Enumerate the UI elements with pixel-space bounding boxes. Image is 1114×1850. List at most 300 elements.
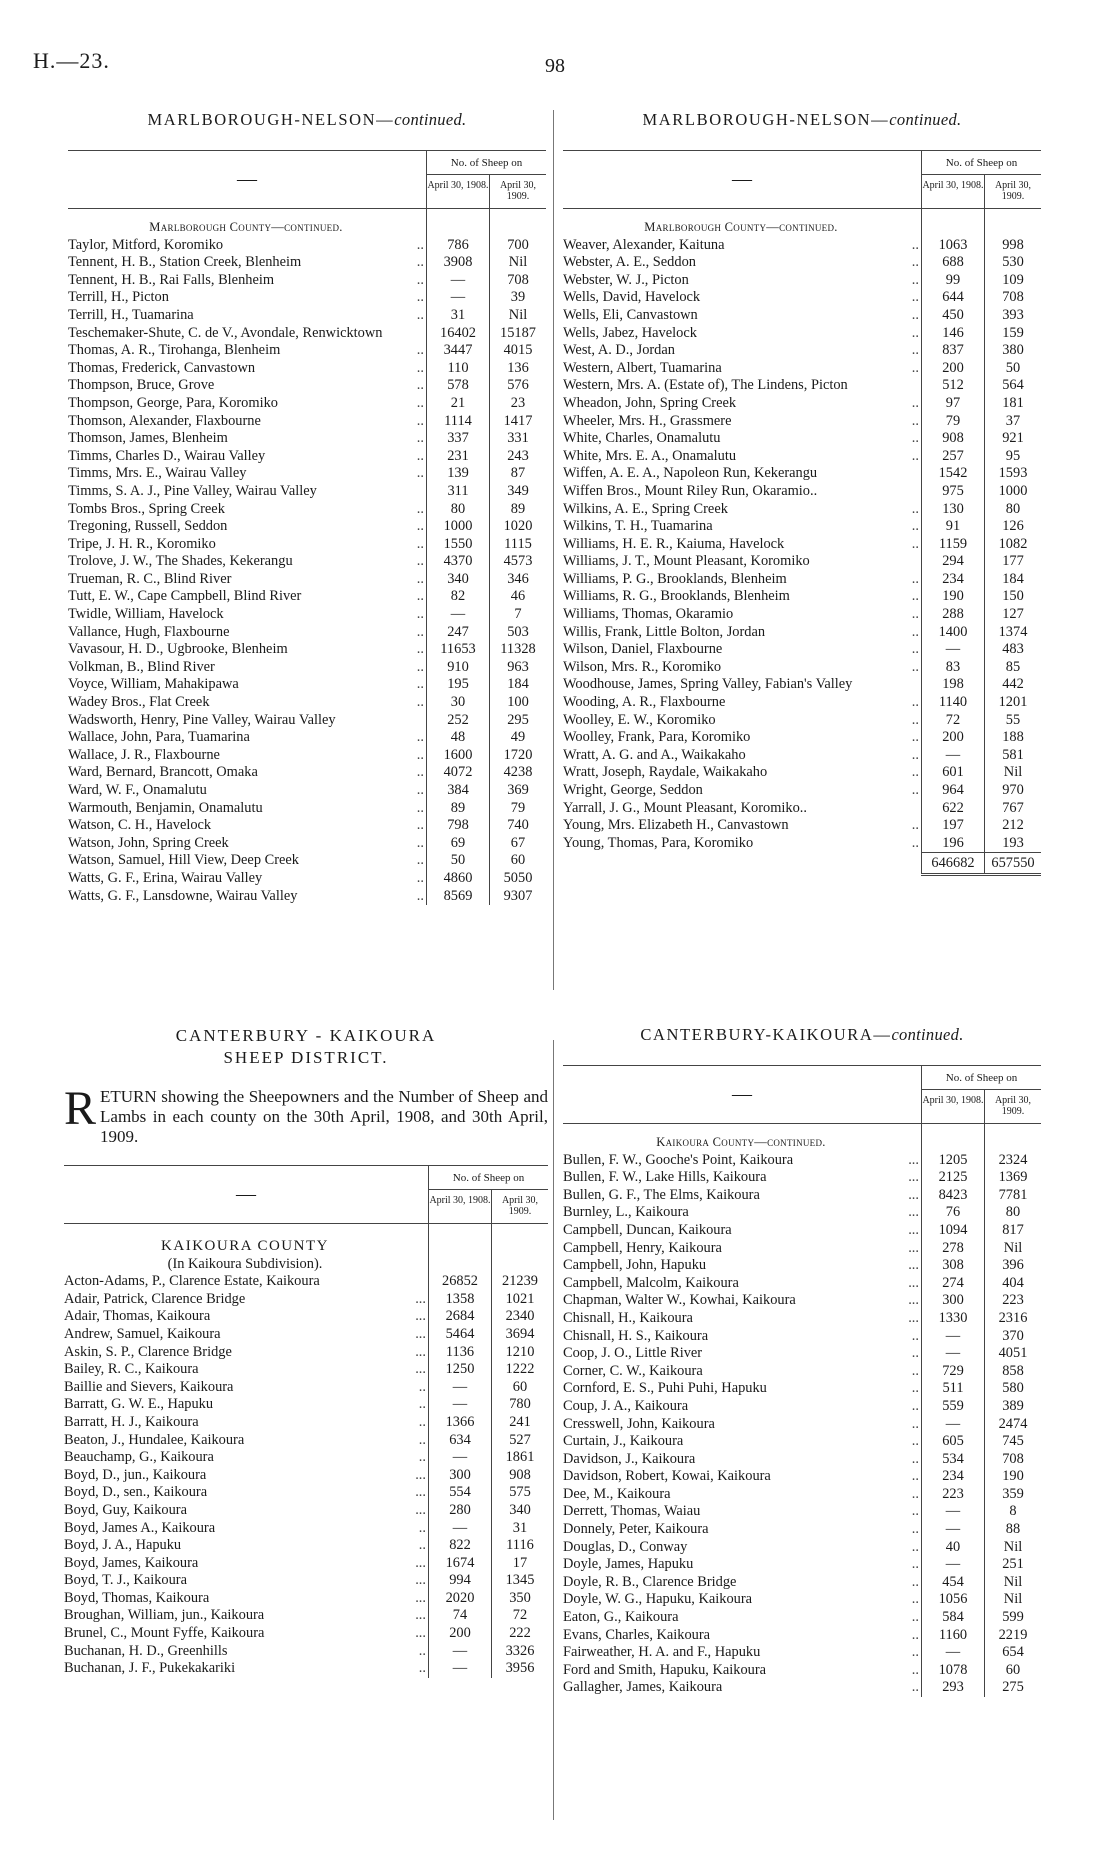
sheep-1908: 311 [427,483,490,501]
sheep-1908: 605 [922,1433,985,1451]
owner-name [64,1291,429,1309]
owner-name-text: Boyd, James, Kaikoura [64,1554,199,1571]
sheep-1908: 278 [922,1240,985,1258]
owner-name [64,1396,429,1414]
leader-dots: .. [416,869,424,886]
owner-name [563,624,922,642]
owner-name [563,1328,922,1346]
owner-name-text: Williams, J. T., Mount Pleasant, Koromiko [563,553,810,570]
q3-head-dash: — [64,1166,429,1224]
owner-name-text: Doyle, James, Hapuku [563,1556,694,1573]
owner-name-text: Dee, M., Kaikoura [563,1485,671,1502]
sheep-1908: 1205 [922,1152,985,1170]
owner-name [563,254,922,272]
owner-name [563,712,922,730]
owner-name [563,1662,922,1680]
q1-head-dash: — [68,151,427,209]
owner-name-text: Boyd, D., sen., Kaikoura [64,1484,208,1501]
sheep-1908: 1250 [429,1361,492,1379]
owner-name [64,1572,429,1590]
sheep-1909: 3956 [492,1660,549,1678]
sheep-1909: 241 [492,1414,549,1432]
owner-name [64,1379,429,1397]
q3-head-1908: April 30, 1908. [429,1190,492,1224]
sheep-1909: 31 [492,1520,549,1538]
table-row [563,448,1041,466]
owner-name-text: West, A. D., Jordan [563,342,675,359]
owner-name-text: Boyd, Thomas, Kaikoura [64,1589,210,1606]
owner-name [64,1607,429,1625]
sheep-1908: 964 [922,782,985,800]
owner-name [68,624,427,642]
page-number: 98 [545,55,565,77]
sheep-1908: 554 [429,1484,492,1502]
sheep-1909: 4051 [985,1345,1042,1363]
table-row [563,1521,1041,1539]
owner-name [563,694,922,712]
sheep-1909: 2316 [985,1310,1042,1328]
leader-dots: .. [416,852,424,869]
sheep-1908: 231 [427,448,490,466]
owner-name-text: Timms, Charles D., Wairau Valley [68,447,266,464]
sheep-1909: 184 [985,571,1042,589]
owner-name-text: Trolove, J. W., The Shades, Kekerangu [68,553,293,570]
leader-dots: .. [911,1538,919,1555]
owner-name [563,1556,922,1574]
leader-dots: .. [416,817,424,834]
sheep-1908: 223 [922,1486,985,1504]
table-row [68,254,546,272]
leader-dots: .. [416,447,424,464]
leader-dots: .. [911,588,919,605]
owner-name [64,1660,429,1678]
sheep-1909: 60 [985,1662,1042,1680]
leader-dots: ... [908,1257,919,1274]
leader-dots: .. [418,1519,426,1536]
table-row [563,1240,1041,1258]
table-row [68,272,546,290]
owner-name-text: Gallagher, James, Kaikoura [563,1679,723,1696]
leader-dots: .. [911,324,919,341]
owner-name [68,448,427,466]
table-row [68,835,546,853]
owner-name-text: Derrett, Thomas, Waiau [563,1503,701,1520]
sheep-1909: 49 [490,729,547,747]
leader-dots: ... [415,1501,426,1518]
owner-name-text: Doyle, R. B., Clarence Bridge [563,1573,737,1590]
sheep-1908: 1063 [922,237,985,255]
table-row [68,888,546,906]
sheep-1908: 384 [427,782,490,800]
sheep-1909: 393 [985,307,1042,325]
table-row [68,624,546,642]
table-row [563,413,1041,431]
leader-dots: .. [416,658,424,675]
sheep-1909: 95 [985,448,1042,466]
q2-head-group: No. of Sheep on [922,151,1042,175]
owner-name-text: Donnely, Peter, Kaikoura [563,1521,709,1538]
owner-name-text: Boyd, J. A., Hapuku [64,1537,182,1554]
table-row [563,254,1041,272]
leader-dots: .. [911,535,919,552]
table-row [563,1292,1041,1310]
sheep-1909: 79 [490,800,547,818]
leader-dots: ... [908,1292,919,1309]
leader-dots: .. [911,1556,919,1573]
sheep-1909: 9307 [490,888,547,906]
table-row [563,553,1041,571]
leader-dots: ... [908,1309,919,1326]
sheep-1908: 908 [922,430,985,448]
owner-name-text: Campbell, Malcolm, Kaikoura [563,1274,739,1291]
table-row [563,1679,1041,1697]
leader-dots: .. [416,254,424,271]
table-row [563,501,1041,519]
q2-column [563,110,1041,876]
owner-name-text: Douglas, D., Conway [563,1538,688,1555]
sheep-1908: 8423 [922,1187,985,1205]
owner-name-text: Wells, Eli, Canvastown [563,306,698,323]
sheep-1908: 300 [429,1467,492,1485]
sheep-1909: 7 [490,606,547,624]
table-row [563,729,1041,747]
table-row [563,588,1041,606]
sheep-1908: 512 [922,377,985,395]
sheep-1909: Nil [985,1539,1042,1557]
table-row [563,377,1041,395]
leader-dots: .. [911,342,919,359]
sheep-1908: — [922,1521,985,1539]
sheep-1909: 2219 [985,1627,1042,1645]
sheep-1908: 511 [922,1380,985,1398]
sheep-1909: 2340 [492,1308,549,1326]
owner-name-text: Beaton, J., Hundalee, Kaikoura [64,1431,245,1448]
owner-name-text: Western, Albert, Tuamarina [563,359,722,376]
q3-return-text: ETURN showing the Sheepowners and the Number of Sheep and Lambs in each county on the 30th April, 1908, and 30th April, 1909. [100,1087,548,1146]
sheep-1908: 798 [427,817,490,835]
owner-name [563,1222,922,1240]
owner-name [563,1433,922,1451]
owner-name [68,888,427,906]
table-row [68,342,546,360]
owner-name [563,448,922,466]
q3-title: CANTERBURY - KAIKOURA SHEEP DISTRICT. [175,1026,437,1067]
sheep-1908: 2125 [922,1169,985,1187]
sheep-1909: Nil [985,1591,1042,1609]
leader-dots: .. [911,1397,919,1414]
owner-name-text: Wilkins, A. E., Spring Creek [563,500,728,517]
sheep-1909: 87 [490,465,547,483]
owner-name-text: Tregoning, Russell, Seddon [68,518,228,535]
sheep-1909: 89 [490,501,547,519]
owner-name-text: Thompson, Bruce, Grove [68,377,215,394]
sheep-1908: 1140 [922,694,985,712]
sheep-1909: 370 [985,1328,1042,1346]
leader-dots: .. [416,518,424,535]
q4-column [563,1025,1041,1697]
table-row [68,800,546,818]
sheep-1908: 450 [922,307,985,325]
owner-name [68,588,427,606]
sheep-1909: 2474 [985,1416,1042,1434]
leader-dots: .. [911,1415,919,1432]
sheep-1908: — [429,1660,492,1678]
owner-name-text: Eaton, G., Kaikoura [563,1609,679,1626]
leader-dots: .. [911,623,919,640]
owner-name [68,747,427,765]
owner-name-text: Chisnall, H. S., Kaikoura [563,1327,709,1344]
leader-dots: .. [911,1644,919,1661]
sheep-1909: 222 [492,1625,549,1643]
owner-name [563,483,922,501]
leader-dots: .. [911,834,919,851]
table-row [68,676,546,694]
table-row [64,1344,548,1362]
sheep-1909: 37 [985,413,1042,431]
table-row [563,1468,1041,1486]
sheep-1908: 1358 [429,1291,492,1309]
table-row [563,395,1041,413]
owner-name [563,1503,922,1521]
owner-name [68,817,427,835]
q3-section: KAIKOURA COUNTY [161,1238,329,1254]
leader-dots: ... [415,1361,426,1378]
leader-dots: .. [416,694,424,711]
sheep-1909: 60 [490,852,547,870]
sheep-1909: 1861 [492,1449,549,1467]
sheep-1908: 1600 [427,747,490,765]
owner-name-text: Volkman, B., Blind River [68,658,215,675]
leader-dots: .. [911,694,919,711]
owner-name [68,659,427,677]
owner-name [563,747,922,765]
sheep-1908: 584 [922,1609,985,1627]
owner-name [64,1344,429,1362]
leader-dots: .. [911,430,919,447]
owner-name [64,1502,429,1520]
owner-name [68,342,427,360]
owner-name-text: Tripe, J. H. R., Koromiko [68,535,216,552]
table-row [68,571,546,589]
owner-name-text: Williams, R. G., Brooklands, Blenheim [563,588,790,605]
owner-name [563,729,922,747]
owner-name-text: Teschemaker-Shute, C. de V., Avondale, Renwicktown [68,324,383,341]
table-row [563,237,1041,255]
sheep-1908: 16402 [427,325,490,343]
q4-title: CANTERBURY-KAIKOURA—continued. [640,1025,964,1044]
owner-name [563,1345,922,1363]
sheep-1909: 15187 [490,325,547,343]
leader-dots: .. [911,711,919,728]
owner-name-text: Yarrall, J. G., Mount Pleasant, Koromiko.. [563,799,807,816]
sheep-1909: 88 [985,1521,1042,1539]
sheep-1909: 17 [492,1555,549,1573]
owner-name [68,694,427,712]
owner-name-text: Ward, Bernard, Brancott, Omaka [68,764,258,781]
sheep-1909: 5050 [490,870,547,888]
owner-name [563,518,922,536]
owner-name-text: Thomas, Frederick, Canvastown [68,359,256,376]
sheep-1908: 89 [427,800,490,818]
table-row [563,1152,1041,1170]
sheep-1908: 83 [922,659,985,677]
total-label-cell [563,853,922,875]
owner-name-text: Wheeler, Mrs. H., Grassmere [563,412,732,429]
sheep-1908: 975 [922,483,985,501]
sheep-1908: 1078 [922,1662,985,1680]
sheep-1909: 109 [985,272,1042,290]
sheep-1909: 483 [985,641,1042,659]
sheep-1908: 195 [427,676,490,694]
owner-name [68,413,427,431]
table-row [64,1467,548,1485]
sheep-1908: 74 [429,1607,492,1625]
sheep-1909: 136 [490,360,547,378]
leader-dots: .. [911,1503,919,1520]
table-row [563,1486,1041,1504]
table-row [563,1380,1041,1398]
owner-name [563,1187,922,1205]
table-row [64,1361,548,1379]
leader-dots: .. [911,1626,919,1643]
owner-name-text: Watson, C. H., Havelock [68,817,212,834]
sheep-1908: 2020 [429,1590,492,1608]
sheep-1909: 346 [490,571,547,589]
sheep-1909: 39 [490,289,547,307]
owner-name [68,501,427,519]
leader-dots: .. [911,289,919,306]
owner-name [64,1326,429,1344]
leader-dots: .. [911,447,919,464]
table-row [563,1345,1041,1363]
leader-dots: ... [415,1589,426,1606]
owner-name-text: Young, Thomas, Para, Koromiko [563,834,754,851]
leader-dots: .. [911,271,919,288]
sheep-1909: 67 [490,835,547,853]
sheep-1909: 369 [490,782,547,800]
leader-dots: .. [416,799,424,816]
owner-name-text: Tombs Bros., Spring Creek [68,500,225,517]
sheep-1908: 69 [427,835,490,853]
leader-dots: .. [911,1362,919,1379]
sheep-1908: 8569 [427,888,490,906]
table-row [68,536,546,554]
sheep-1909: 396 [985,1257,1042,1275]
sheep-1908: 729 [922,1363,985,1381]
leader-dots: .. [911,1380,919,1397]
sheep-1908: 1000 [427,518,490,536]
leader-dots: .. [911,1468,919,1485]
table-row [68,729,546,747]
owner-name-text: Webster, W. J., Picton [563,271,689,288]
q1-head-1908: April 30, 1908. [427,175,490,209]
owner-name [563,1539,922,1557]
table-row [563,1222,1041,1240]
table-row [563,1662,1041,1680]
sheep-1909: 998 [985,237,1042,255]
owner-name-text: Thomson, Alexander, Flaxbourne [68,412,261,429]
sheep-1908: — [922,1345,985,1363]
leader-dots: .. [416,359,424,376]
sheep-1909: 599 [985,1609,1042,1627]
sheep-1908: 910 [427,659,490,677]
table-row [563,676,1041,694]
sheep-1909: 1593 [985,465,1042,483]
owner-name [563,676,922,694]
sheep-1909: 80 [985,501,1042,519]
leader-dots: ... [415,1343,426,1360]
owner-name-text: Wooding, A. R., Flaxbourne [563,694,726,711]
sheep-1909: 708 [490,272,547,290]
sheep-1909: 331 [490,430,547,448]
table-row [68,289,546,307]
owner-name [563,237,922,255]
table-row [64,1379,548,1397]
sheep-1909: 4015 [490,342,547,360]
leader-dots: .. [416,394,424,411]
owner-name [563,342,922,360]
owner-name [68,571,427,589]
owner-name-text: Wallace, J. R., Flaxbourne [68,746,220,763]
owner-name-text: Watson, John, Spring Creek [68,834,229,851]
owner-name-text: Davidson, J., Kaikoura [563,1450,696,1467]
sheep-1908: 80 [427,501,490,519]
table-row [68,782,546,800]
q2-head-1909: April 30, 1909. [985,175,1042,209]
owner-name [64,1467,429,1485]
sheep-1909: 80 [985,1204,1042,1222]
leader-dots: .. [911,359,919,376]
owner-name-text: Western, Mrs. A. (Estate of), The Lindens, Picton [563,377,848,394]
sheep-1909: 85 [985,659,1042,677]
owner-name-text: Tennent, H. B., Rai Falls, Blenheim [68,271,275,288]
sheep-1908: 280 [429,1502,492,1520]
owner-name-text: Wadey Bros., Flat Creek [68,694,210,711]
owner-name [563,1292,922,1310]
owner-name [563,835,922,853]
table-row [563,518,1041,536]
owner-name [68,641,427,659]
owner-name [563,817,922,835]
table-row [563,694,1041,712]
owner-name [64,1520,429,1538]
owner-name [563,588,922,606]
sheep-1908: 234 [922,1468,985,1486]
table-row [563,747,1041,765]
table-row [563,1187,1041,1205]
owner-name-text: Young, Mrs. Elizabeth H., Canvastown [563,817,789,834]
owner-name [68,852,427,870]
leader-dots: .. [911,1345,919,1362]
owner-name-text: Wallace, John, Para, Tuamarina [68,729,250,746]
sheep-1908: 994 [429,1572,492,1590]
table-row [563,1310,1041,1328]
owner-name-text: Buchanan, H. D., Greenhills [64,1642,228,1659]
owner-name-text: Baillie and Sievers, Kaikoura [64,1378,234,1395]
owner-name [563,1152,922,1170]
sheep-1908: 4072 [427,764,490,782]
owner-name-text: Burnley, L., Kaikoura [563,1204,689,1221]
leader-dots: .. [911,518,919,535]
leader-dots: .. [418,1431,426,1448]
owner-name [563,1521,922,1539]
owner-name-text: Wilkins, T. H., Tuamarina [563,518,713,535]
leader-dots: .. [416,606,424,623]
q4-head-group: No. of Sheep on [922,1066,1042,1090]
sheep-1909: 708 [985,1451,1042,1469]
table-row [563,483,1041,501]
leader-dots: .. [911,746,919,763]
